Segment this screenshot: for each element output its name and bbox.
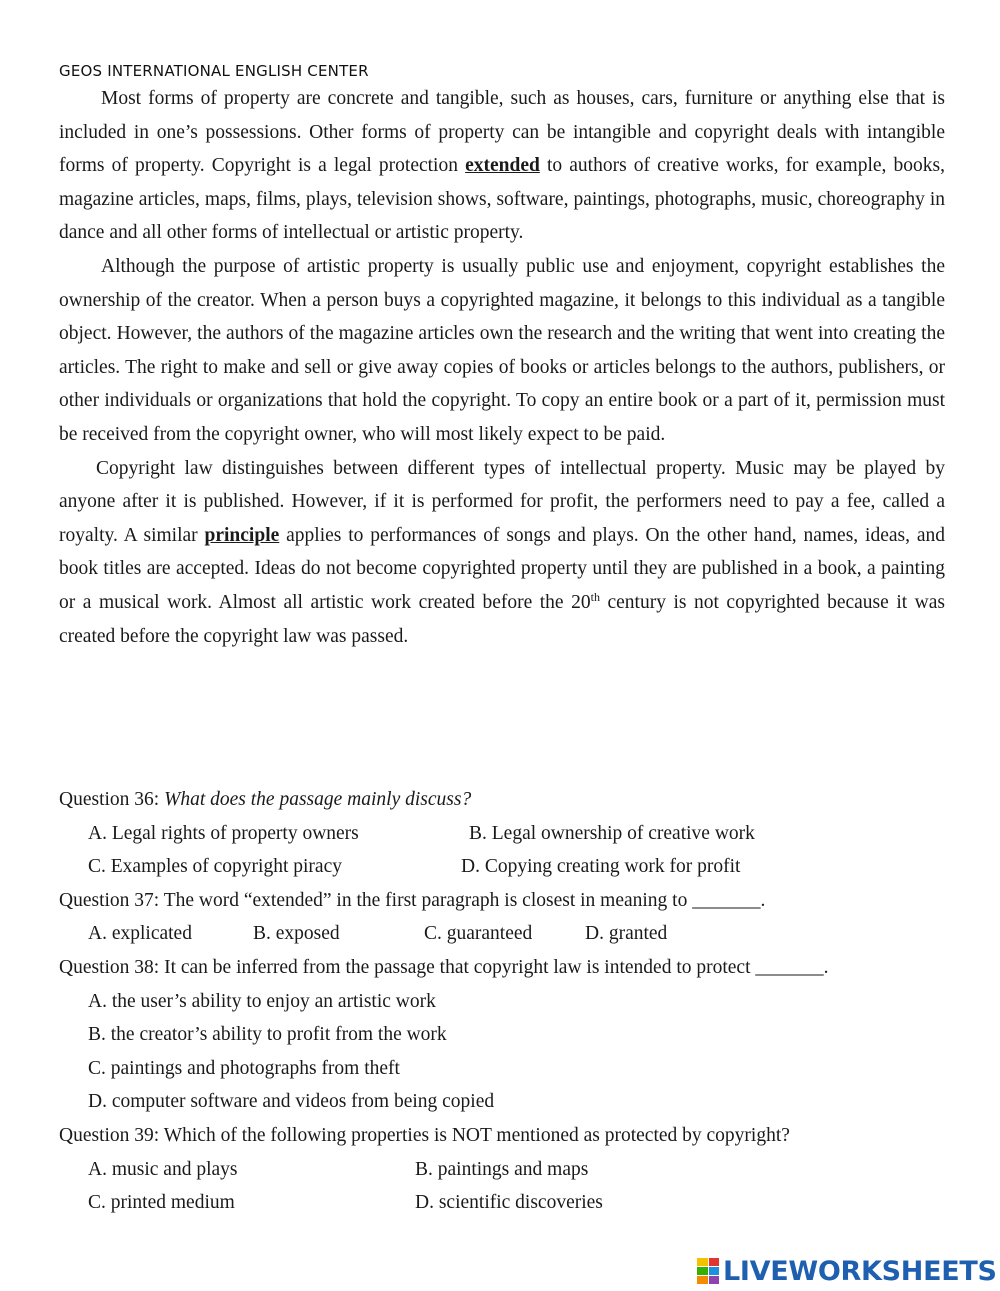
paragraph-3-text: Copyright law distinguishes between different types of intellectual property. Music may be played by anyone after it is published. However, if it is performed for profit, the performers need to pay a fee, called a royalty. A similar xyxy=(59,457,945,546)
question-37-option-b[interactable]: B. exposed xyxy=(253,923,340,945)
question-37: Question 37: The word “extended” in the first paragraph is closest in meaning to _______. xyxy=(59,889,766,911)
question-38-option-row-d xyxy=(59,1085,959,1119)
paragraph-2: Although the purpose of artistic property is usually public use and enjoyment, copyright establishes the ownership of the creator. When a person buys a copyrighted magazine, it belongs to this individual as a tangible object. However, the authors of the magazine articles own the research and the writing that went into creating the articles. The right to make and sell or give away copies of books or articles belongs to the authors, publishers, or other individuals or organizations that hold the copyright. To copy an entire book or a part of it, permission must be received from the copyright owner, who will most likely expect to be paid. xyxy=(59,255,945,445)
question-38-option-c[interactable]: C. paintings and photographs from theft xyxy=(88,1057,400,1079)
question-38-option-d[interactable]: D. computer software and videos from being copied xyxy=(88,1091,495,1113)
question-36-options-row-1 xyxy=(59,817,959,851)
center-header: GEOS INTERNATIONAL ENGLISH CENTER xyxy=(59,62,369,80)
question-38-option-b[interactable]: B. the creator’s ability to profit from the work xyxy=(88,1024,447,1046)
question-37-options-row xyxy=(59,917,959,951)
question-39-options-row-1 xyxy=(59,1153,959,1187)
question-39-option-d[interactable]: D. scientific discoveries xyxy=(415,1192,603,1214)
question-39-option-b[interactable]: B. paintings and maps xyxy=(415,1158,589,1180)
keyword-extended: extended xyxy=(465,155,540,177)
question-37-option-c[interactable]: C. guaranteed xyxy=(424,923,533,945)
logo-text: LIVEWORKSHEETS xyxy=(723,1255,997,1287)
keyword-principle: principle xyxy=(204,524,280,546)
question-38: Question 38: It can be inferred from the passage that copyright law is intended to protect _______. xyxy=(59,956,829,978)
question-36 xyxy=(59,783,959,817)
question-36-option-b[interactable]: B. Legal ownership of creative work xyxy=(469,822,755,844)
question-39-option-c[interactable]: C. printed medium xyxy=(88,1192,235,1214)
question-38-option-a[interactable]: A. the user’s ability to enjoy an artistic work xyxy=(88,990,436,1012)
paragraph-1-text: Most forms of property are concrete and tangible, such as houses, cars, furniture or anything else that is included in one’s possessions. Other forms of property can be intangible and copyright deals with intangible forms of property. Copyright is a legal protection xyxy=(59,88,945,177)
paragraph-3-text-mid: applies to performances of songs and plays. On the other hand, names, ideas, and book titles are accepted. Ideas do not become copyrighted property until they are published in a book, a painting or a musical work. Almost all artistic work created before the 20 xyxy=(59,524,945,613)
question-36-text: What does the passage mainly discuss? xyxy=(164,789,472,810)
question-36-option-d[interactable]: D. Copying creating work for profit xyxy=(461,856,741,878)
questions-section xyxy=(59,783,959,1220)
question-39: Question 39: Which of the following properties is NOT mentioned as protected by copyright? xyxy=(59,1124,790,1146)
question-38-option-row-a xyxy=(59,985,959,1019)
question-37-option-d[interactable]: D. granted xyxy=(585,923,668,945)
paragraph-1 xyxy=(59,82,945,250)
liveworksheets-logo[interactable] xyxy=(697,1254,997,1288)
paragraph-1-text-end: to authors of creative works, for example, books, magazine articles, maps, films, plays, television shows, software, paintings, photographs, music, choreography in dance and all other forms of intellectual or artistic property. xyxy=(59,155,946,244)
question-37-option-a[interactable]: A. explicated xyxy=(88,923,192,945)
logo-blocks-icon xyxy=(697,1258,719,1284)
paragraph-3-text-end: century is not copyrighted because it was created before the copyright law was passed. xyxy=(59,591,945,647)
question-36-label: Question 36: xyxy=(59,789,165,810)
question-36-option-a[interactable]: A. Legal rights of property owners xyxy=(88,822,359,844)
superscript-th: th xyxy=(590,589,600,604)
question-38-option-row-b xyxy=(59,1018,959,1052)
reading-passage xyxy=(59,82,945,653)
question-36-options-row-2 xyxy=(59,850,959,884)
question-39-option-a[interactable]: A. music and plays xyxy=(88,1158,238,1180)
paragraph-3 xyxy=(59,452,945,654)
question-39-options-row-2 xyxy=(59,1186,959,1220)
question-38-option-row-c xyxy=(59,1052,959,1086)
question-36-option-c[interactable]: C. Examples of copyright piracy xyxy=(88,856,342,878)
